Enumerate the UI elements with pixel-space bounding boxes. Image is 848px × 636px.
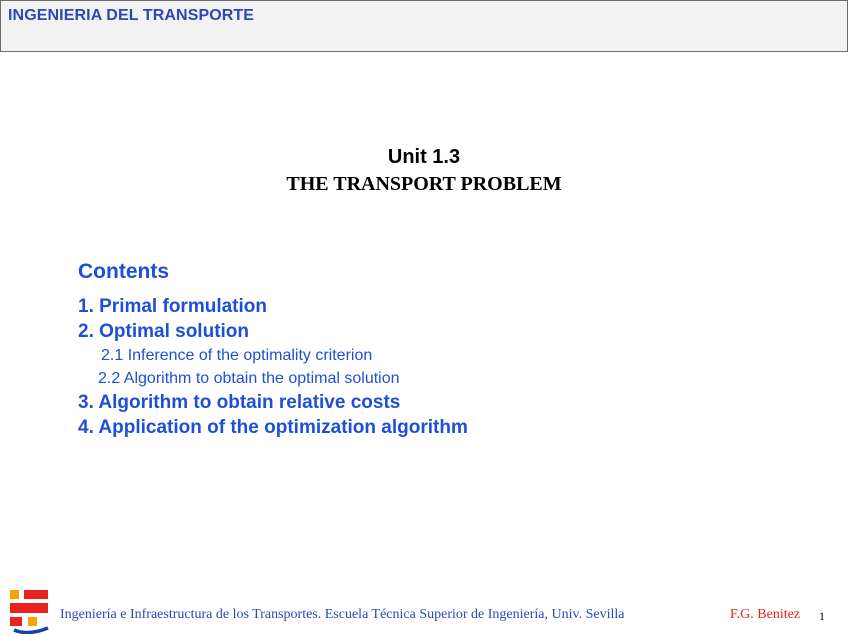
contents-item-relative-costs: 3. Algorithm to obtain relative costs xyxy=(78,392,401,413)
contents-subitem-optimal-solution-algorithm: 2.2 Algorithm to obtain the optimal solution xyxy=(98,370,400,387)
unit-label: Unit 1.3 xyxy=(387,146,461,168)
slide-title: THE TRANSPORT PROBLEM xyxy=(286,173,562,195)
university-logo-icon xyxy=(6,588,52,634)
contents-item-primal-formulation: 1. Primal formulation xyxy=(78,296,267,317)
contents-section xyxy=(78,260,468,440)
contents-heading: Contents xyxy=(78,260,169,283)
title-block xyxy=(0,144,848,198)
footer-author: F.G. Benitez xyxy=(730,607,801,622)
contents-item-optimization-application: 4. Application of the optimization algorithm xyxy=(78,417,468,438)
contents-item-optimal-solution: 2. Optimal solution xyxy=(78,321,250,342)
slide-header-bar xyxy=(0,0,848,52)
page-number: 1 xyxy=(819,609,825,623)
contents-subitem-optimality-criterion: 2.1 Inference of the optimality criterion xyxy=(101,347,373,364)
course-title: INGENIERIA DEL TRANSPORTE xyxy=(8,7,255,24)
footer-institution: Ingeniería e Infraestructura de los Transportes. Escuela Técnica Superior de Ingeniería, Univ. Sevilla xyxy=(60,607,625,622)
